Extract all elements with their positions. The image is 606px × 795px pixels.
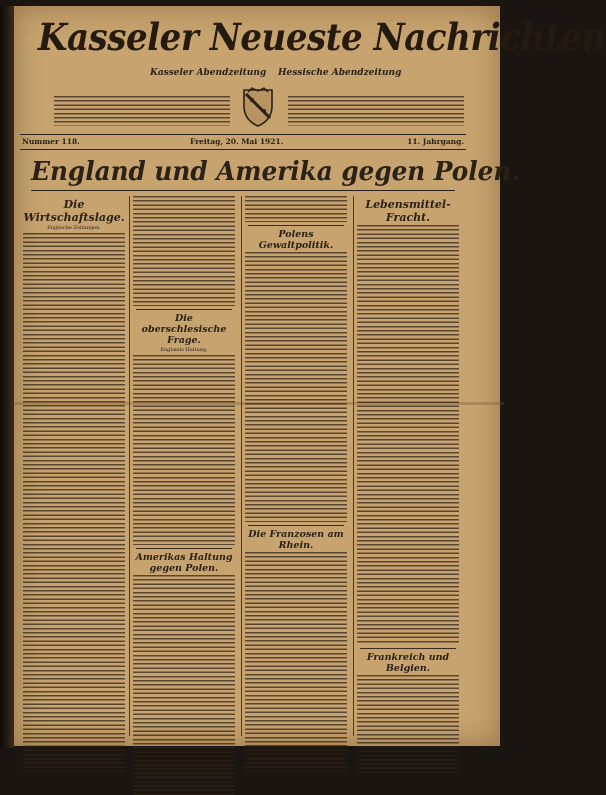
divider xyxy=(136,309,232,310)
notice-text-right xyxy=(288,96,464,126)
column-rule xyxy=(129,196,130,736)
column-4 xyxy=(356,196,460,736)
issue-date: Freitag, 20. Mai 1921. xyxy=(190,137,284,146)
article-body xyxy=(357,675,459,775)
column-rule xyxy=(353,196,354,736)
column-3 xyxy=(244,196,348,736)
divider xyxy=(248,525,344,526)
article-heading: Frankreich und Belgien. xyxy=(366,652,450,674)
masthead-subtitle-right: Hessische Abendzeitung xyxy=(278,68,402,78)
issue-info-bar xyxy=(20,134,466,150)
masthead-subtitle-left: Kasseler Abendzeitung xyxy=(150,68,267,78)
coat-of-arms-icon xyxy=(240,84,276,128)
column-1 xyxy=(22,196,126,736)
notice-text-left xyxy=(54,96,230,126)
article-body xyxy=(133,196,235,306)
article-subheading: Englische Zeitungen. xyxy=(47,225,101,231)
article-heading: Die Franzosen am Rhein. xyxy=(248,529,344,551)
article-body xyxy=(245,552,347,772)
issue-number: Nummer 118. xyxy=(22,137,80,146)
notice-box-left xyxy=(54,96,230,126)
divider xyxy=(248,225,344,226)
column-2 xyxy=(132,196,236,736)
article-body xyxy=(245,196,347,222)
article-heading: Die oberschlesische Frage. xyxy=(141,313,227,346)
article-heading: Die Wirtschaftslage. xyxy=(23,198,125,224)
divider xyxy=(360,648,456,649)
article-heading: Polens Gewaltpolitik. xyxy=(258,229,334,251)
issue-year: 11. Jahrgang. xyxy=(407,137,464,146)
article-body xyxy=(133,355,235,545)
main-headline: England und Amerika gegen Polen. xyxy=(31,154,455,191)
article-subheading: Englands Haltung. xyxy=(160,347,208,353)
article-body xyxy=(23,233,125,773)
article-body xyxy=(133,575,235,795)
article-body xyxy=(245,252,347,522)
column-rule xyxy=(241,196,242,736)
article-heading: Lebensmittel-Fracht. xyxy=(365,198,451,224)
notice-box-right xyxy=(288,96,464,126)
article-heading: Amerikas Haltung gegen Polen. xyxy=(135,552,233,574)
divider xyxy=(136,548,232,549)
article-body xyxy=(357,225,459,645)
masthead-title: Kasseler Neueste Nachrichten xyxy=(37,15,606,59)
scan-edge xyxy=(0,6,14,748)
